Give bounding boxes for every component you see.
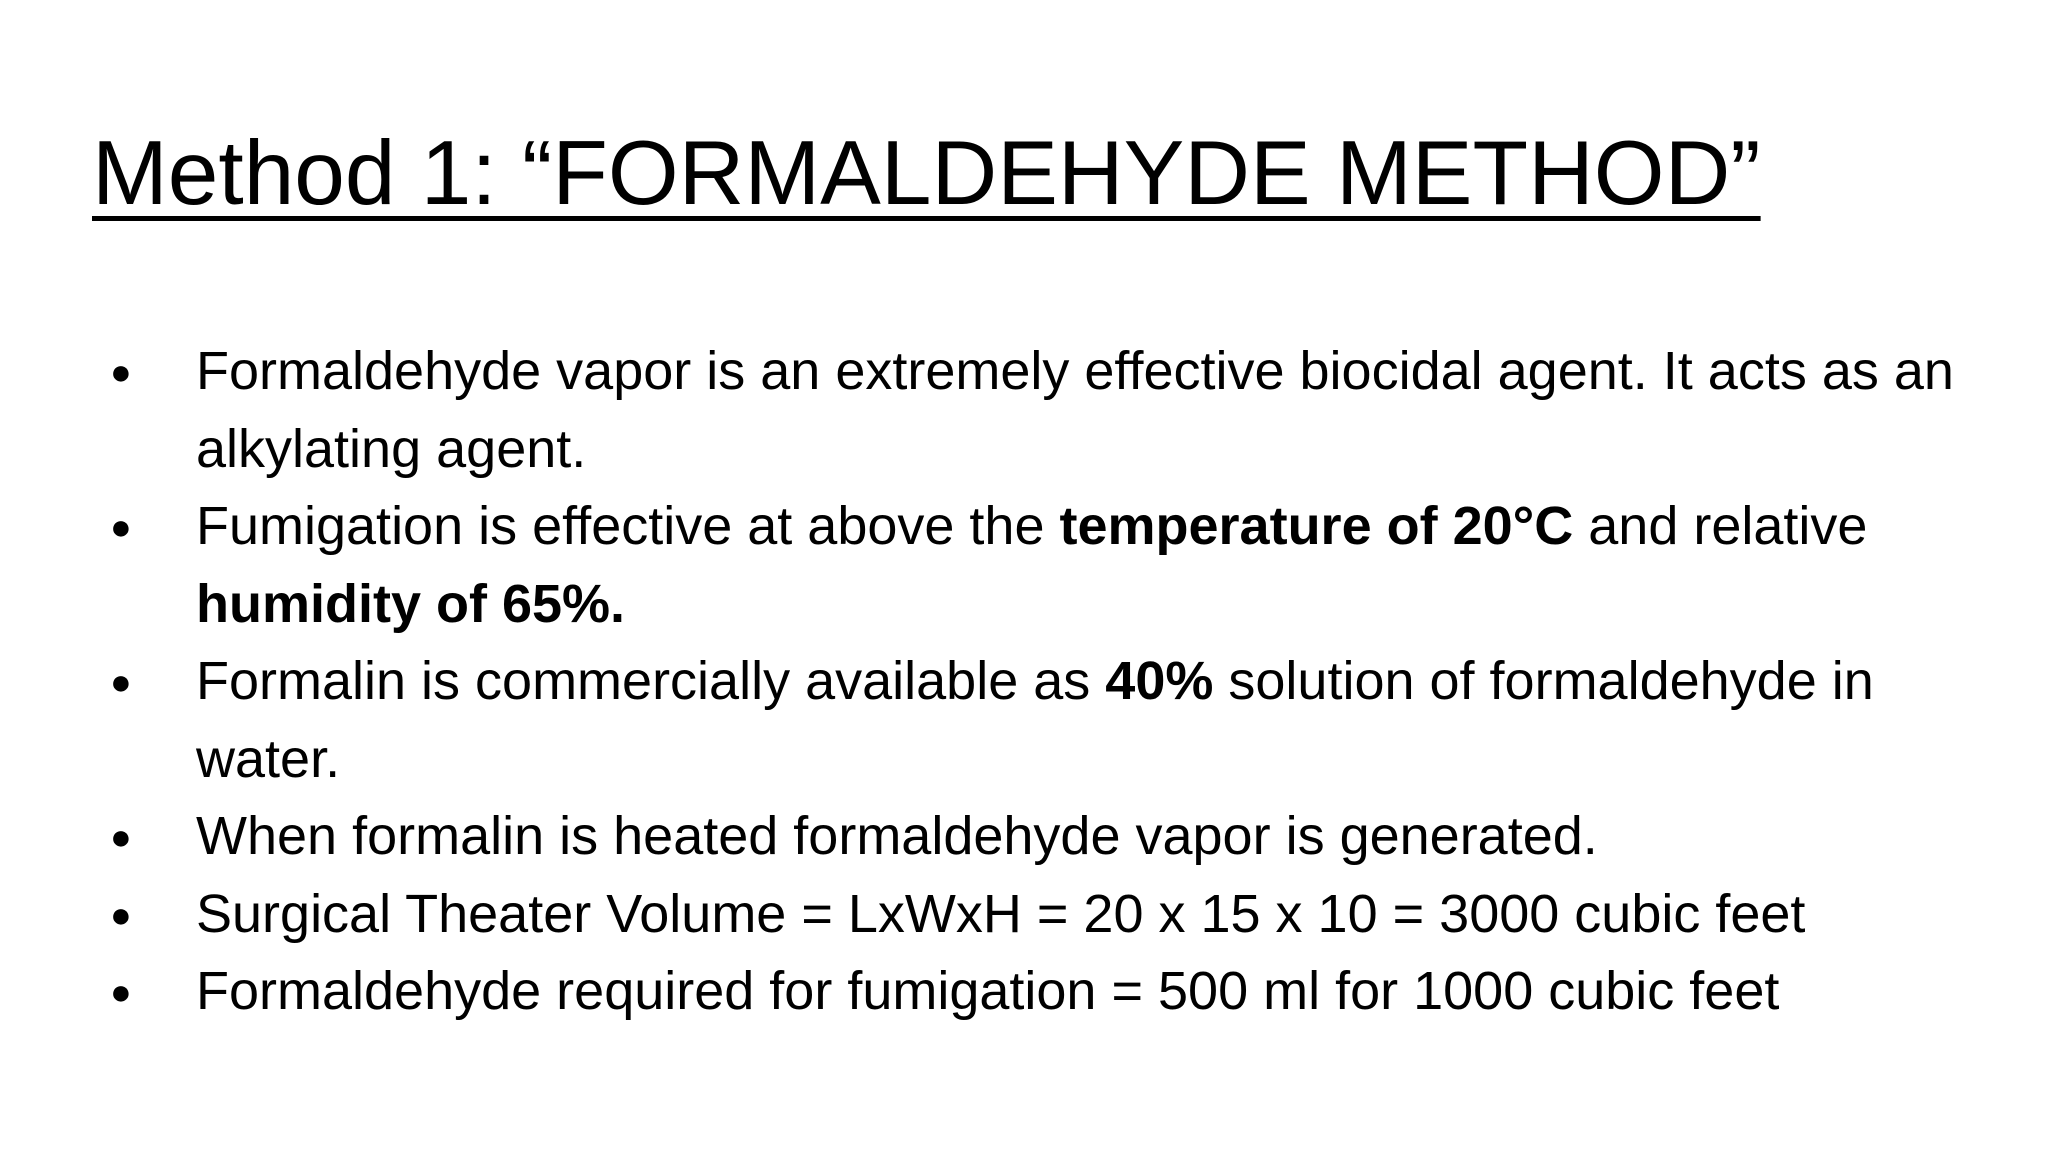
bullet-text: Surgical Theater Volume = LxWxH = 20 x 15 x 10 = 3000 cubic feet: [196, 883, 1806, 944]
bullet-text-segment: Formalin is commercially available as: [196, 651, 1106, 711]
bullet-icon: ●: [110, 661, 132, 702]
bullet-text: [196, 643, 1988, 798]
bullet-icon: ●: [110, 893, 132, 935]
bullet-item-6: [0, 953, 2048, 1031]
bullet-text-segment: Fumigation is effective at above the: [196, 496, 1060, 556]
bullet-icon: ●: [110, 506, 132, 547]
bullet-bold-temperature: temperature of 20°C: [1059, 496, 1574, 556]
bullet-text: When formalin is heated formaldehyde vapor is generated.: [196, 806, 1598, 866]
bullet-text: Formaldehyde required for fumigation = 500 ml for 1000 cubic feet: [196, 961, 1780, 1021]
bullet-bold-percentage: 40%: [1105, 651, 1214, 711]
bullet-list: [0, 333, 2048, 1031]
bullet-text: [196, 488, 1988, 643]
bullet-text-segment: and relative: [1573, 496, 1868, 556]
slide-title: Method 1: “FORMALDEHYDE METHOD”: [92, 123, 1761, 224]
bullet-icon: ●: [110, 816, 132, 857]
bullet-item-5: [0, 876, 2048, 954]
bullet-text: Formaldehyde vapor is an extremely effective biocidal agent. It acts as an alkylating agent.: [196, 341, 1954, 479]
bullet-icon: ●: [110, 971, 132, 1012]
bullet-item-2: [0, 488, 2048, 643]
bullet-text-segment: solution of formaldehyde in water.: [196, 651, 1874, 789]
bullet-item-4: [0, 798, 2048, 876]
bullet-bold-humidity: humidity of 65%.: [196, 573, 626, 634]
bullet-item-3: [0, 643, 2048, 798]
bullet-icon: ●: [110, 351, 132, 392]
bullet-item-1: [0, 333, 2048, 488]
